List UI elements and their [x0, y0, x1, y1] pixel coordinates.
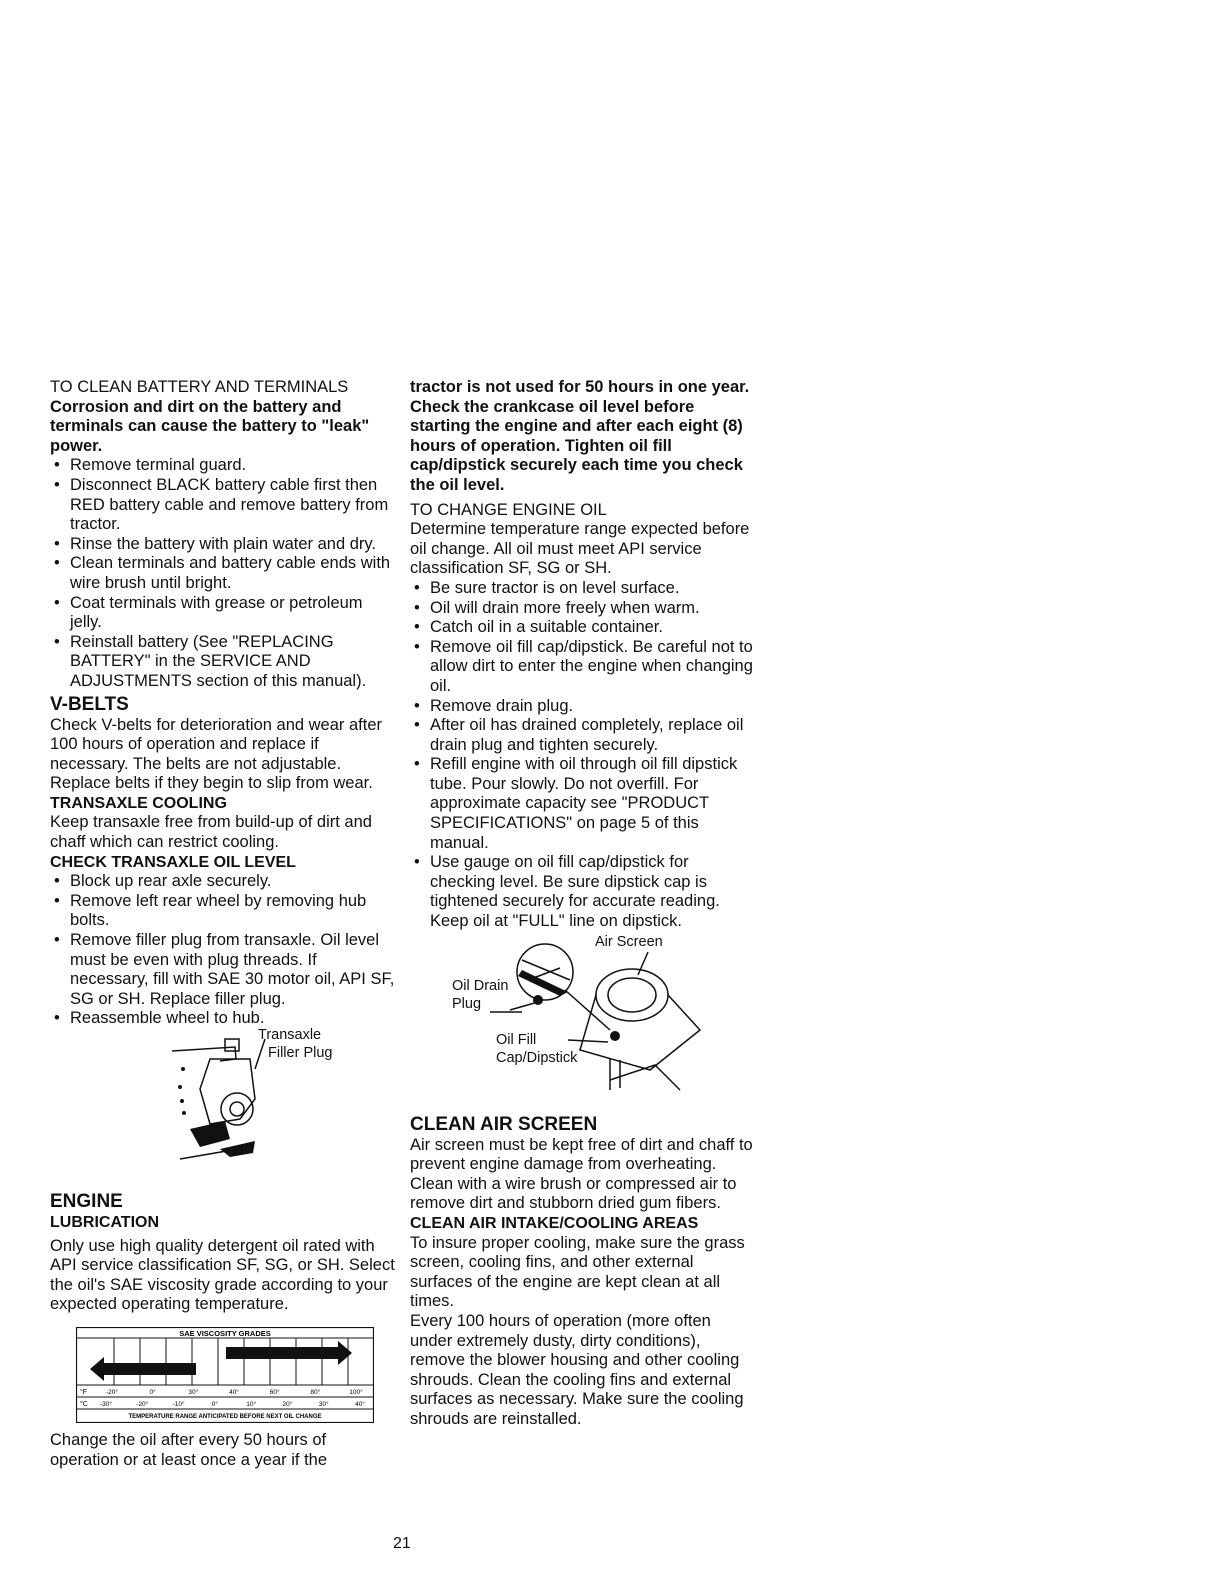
battery-intro: Corrosion and dirt on the battery and terminals can cause the battery to "leak" power. [50, 397, 370, 455]
tick-label: 40° [355, 1400, 365, 1408]
air-intake-heading: CLEAN AIR INTAKE/COOLING AREAS [410, 1215, 699, 1232]
chart-footer: TEMPERATURE RANGE ANTICIPATED BEFORE NEXT OIL CHANGE [128, 1413, 322, 1420]
tick-label: 30° [318, 1400, 329, 1408]
list-item: • Remove terminal guard. [50, 456, 395, 476]
transaxle-figure [50, 1029, 395, 1179]
list-item: • Reassemble wheel to hub. [50, 1009, 395, 1029]
transaxle-oil-steps [50, 872, 395, 1029]
oil-fill-label-2: Cap/Dipstick [496, 1049, 578, 1066]
air-screen-section [410, 1114, 755, 1214]
engine-heading: ENGINE [50, 1191, 123, 1212]
transaxle-cooling-text: Keep transaxle free from build-up of dirt and chaff which can restrict cooling. [50, 813, 372, 852]
oil-fill-label-1: Oil Fill [496, 1031, 537, 1048]
tick-label: 0° [211, 1400, 218, 1408]
engine-figure [410, 933, 755, 1110]
change-oil-section [410, 501, 755, 932]
list-item: • Coat terminals with grease or petroleum jelly. [50, 594, 395, 633]
check-level-text: Check the crankcase oil level before starting the engine and after each eight (8) hours of operation. Tighten oil fill cap/dipstick securely each time you check the oil level. [410, 397, 743, 494]
list-item: • Refill engine with oil through oil fill dipstick tube. Pour slowly. Do not overfill. For approximate capacity see "PRODUCT SPECIFICATIONS" on page 5 of this manual. [410, 755, 755, 853]
vbelts-section [50, 694, 395, 794]
list-item: • Use gauge on oil fill cap/dipstick for checking level. Be sure dipstick cap is tightened securely for accurate reading. Keep oil at "FULL" line on dipstick. [410, 853, 755, 931]
battery-steps [50, 456, 395, 691]
transaxle-cooling-heading: TRANSAXLE COOLING [50, 794, 227, 812]
change-oil-intro: Determine temperature range expected before oil change. All oil must meet API service classification SF, SG or SH. [410, 520, 750, 578]
tick-label: 20° [282, 1400, 293, 1408]
left-column [50, 378, 395, 1470]
f-unit-label: °F [80, 1388, 88, 1396]
list-item: • After oil has drained completely, replace oil drain plug and tighten securely. [410, 716, 755, 755]
lubrication-text: Only use high quality detergent oil rated with API service classification SF, SG, or SH. Select the oil's SAE viscosity grade according to your expected operating temperature. [50, 1236, 395, 1314]
oil-drain-label-2: Plug [452, 995, 482, 1012]
air-intake-text-1: To insure proper cooling, make sure the grass screen, cooling fins, and other external surfaces of the engine are kept clean at all times. [410, 1233, 745, 1311]
tick-label: 10° [246, 1400, 257, 1408]
tick-label: -20° [106, 1388, 118, 1396]
vbelts-heading: V-BELTS [50, 693, 129, 715]
list-item: • Remove oil fill cap/dipstick. Be careful not to allow dirt to enter the engine when changing oil. [410, 638, 755, 697]
tick-label: 0° [149, 1388, 156, 1396]
list-item: • Remove drain plug. [410, 697, 755, 717]
tick-label: 60° [269, 1388, 280, 1396]
page-number: 21 [393, 1535, 411, 1552]
list-item: • Disconnect BLACK battery cable first then RED battery cable and remove battery from tractor. [50, 476, 395, 535]
tick-label: 80° [310, 1388, 321, 1396]
list-item: • Block up rear axle securely. [50, 872, 395, 892]
tick-label: -20° [136, 1400, 149, 1408]
air-intake-text-2: Every 100 hours of operation (more often under extremely dusty, dirty conditions), remove the blower housing and other cooling shrouds. Clean the cooling fins and external surfaces as necessary. Make sure the cooling shrouds are reinstalled. [410, 1311, 744, 1428]
transaxle-cooling-section [50, 794, 395, 853]
list-item: • Clean terminals and battery cable ends with wire brush until bright. [50, 554, 395, 593]
list-item: • Remove left rear wheel by removing hub bolts. [50, 892, 395, 931]
vbelts-text: Check V-belts for deterioration and wear after 100 hours of operation and replace if necessary. The belts are not adjustable. Replace belts if they begin to slip from wear. [50, 715, 383, 793]
list-item: • Reinstall battery (See "REPLACING BATTERY" in the SERVICE AND ADJUSTMENTS section of this manual). [50, 633, 395, 692]
change-oil-heading: TO CHANGE ENGINE OIL [410, 500, 607, 519]
air-screen-label: Air Screen [595, 933, 663, 950]
air-screen-text: Air screen must be kept free of dirt and chaff to prevent engine damage from overheating. Clean with a wire brush or compressed air to remove dirt and stubborn dried gum fibers. [410, 1135, 753, 1213]
viscosity-chart-svg [76, 1327, 374, 1423]
lubrication-heading: LUBRICATION [50, 1214, 160, 1231]
right-column [410, 378, 755, 1430]
sae-30-arrow [226, 1341, 352, 1365]
chart-title: SAE VISCOSITY GRADES [179, 1328, 271, 1338]
viscosity-chart [76, 1327, 374, 1423]
air-screen-heading: CLEAN AIR SCREEN [410, 1113, 598, 1135]
continuation-text: tractor is not used for 50 hours in one year. [410, 378, 750, 396]
c-unit-label: °C [80, 1400, 88, 1408]
list-item: • Remove filler plug from transaxle. Oil level must be even with plug threads. If necessary, fill with SAE 30 motor oil, API SF, SG or SH. Replace filler plug. [50, 931, 395, 1009]
change-oil-steps [410, 579, 755, 932]
engine-section [50, 1191, 395, 1470]
engine-illustration [410, 940, 755, 1110]
tick-label: 100° [349, 1388, 363, 1396]
transaxle-oil-heading: CHECK TRANSAXLE OIL LEVEL [50, 853, 296, 871]
tick-label: 40° [229, 1388, 239, 1396]
sae-5w30-arrow [90, 1357, 196, 1381]
transaxle-label-1: Transaxle [258, 1027, 322, 1043]
oil-drain-label-1: Oil Drain [452, 977, 509, 994]
transaxle-illustration [50, 1029, 395, 1179]
battery-section [50, 378, 395, 692]
list-item: • Be sure tractor is on level surface. [410, 579, 755, 599]
tick-label: -30° [100, 1400, 112, 1408]
oil-change-note: Change the oil after every 50 hours of operation or at least once a year if the [50, 1430, 328, 1469]
tick-label: 30° [188, 1388, 199, 1396]
transaxle-label-2: Filler Plug [268, 1045, 333, 1061]
air-intake-section [410, 1214, 755, 1430]
tick-label: -10° [172, 1400, 185, 1408]
list-item: • Oil will drain more freely when warm. [410, 599, 755, 619]
transaxle-oil-section [50, 853, 395, 1179]
list-item: • Rinse the battery with plain water and dry. [50, 535, 395, 555]
list-item: • Catch oil in a suitable container. [410, 618, 755, 638]
battery-heading: TO CLEAN BATTERY AND TERMINALS [50, 378, 349, 396]
